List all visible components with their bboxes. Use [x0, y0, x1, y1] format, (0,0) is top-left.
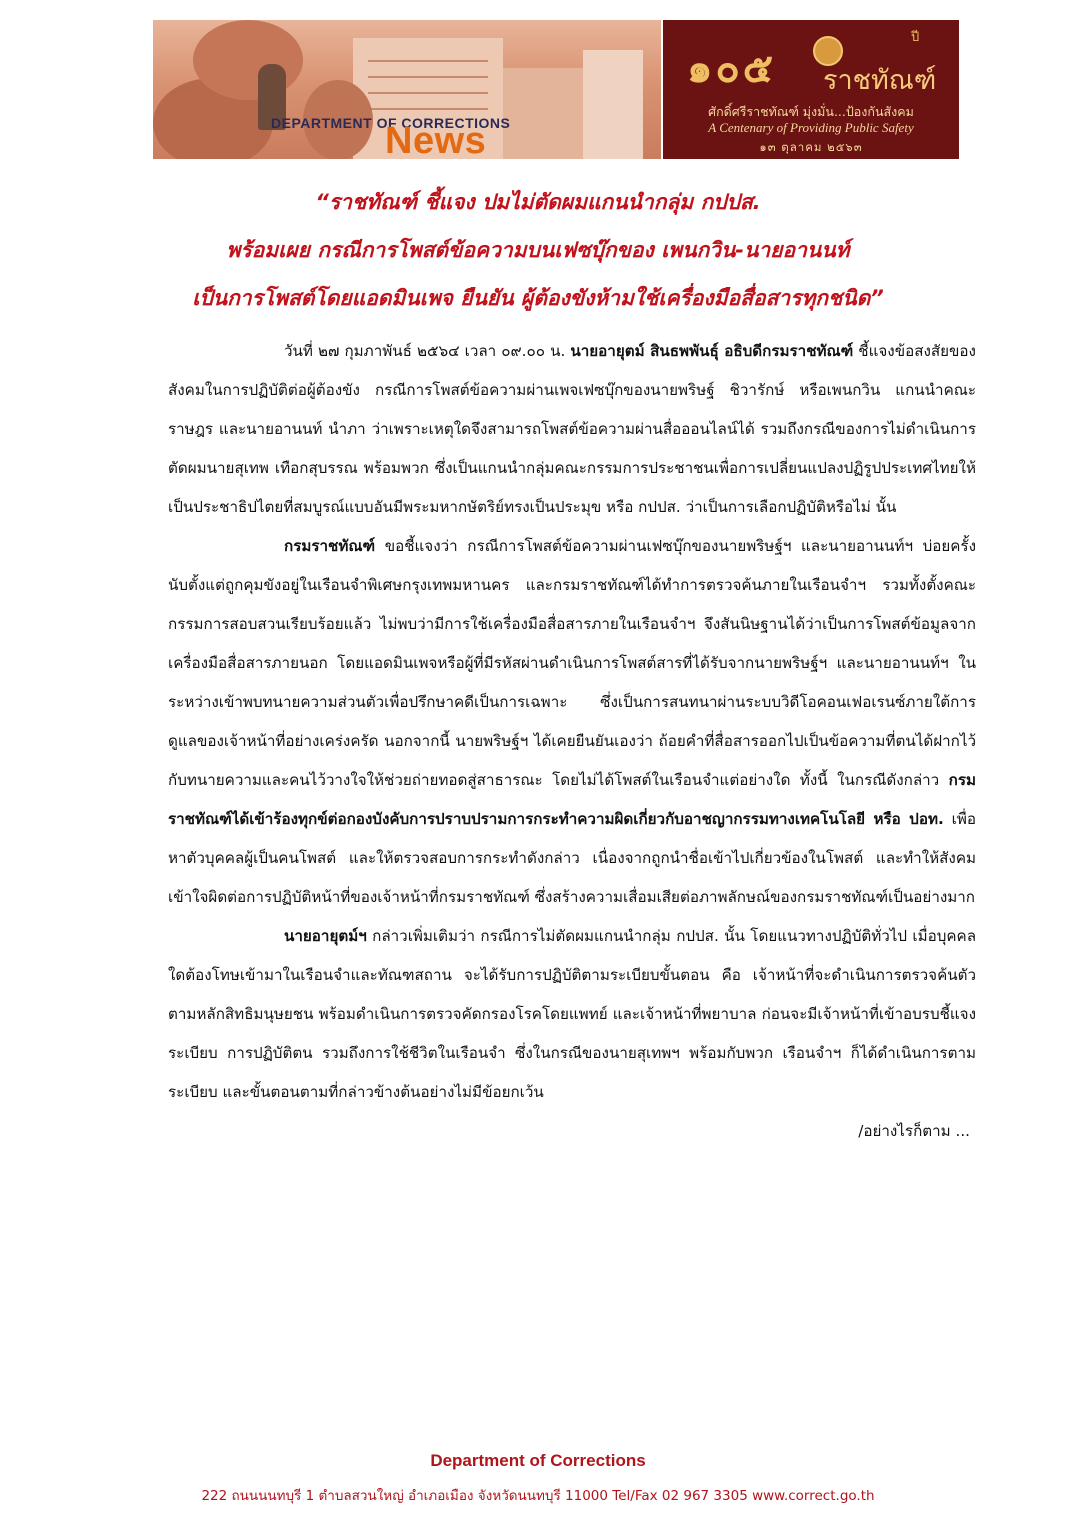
complaint-statement: กรมราชทัณฑ์ได้เข้าร้องทุกข์ต่อกองบังคับการปราบปรามการกระทำความผิดเกี่ยวกับอาชญากรรมทางเทคโนโลยี หรือ ปอท. — [168, 771, 976, 828]
banner-news-label: News — [385, 120, 487, 159]
paragraph-1: วันที่ ๒๗ กุมภาพันธ์ ๒๕๖๔ เวลา ๐๙.๐๐ น. นายอายุตม์ สินธพพันธุ์ อธิบดีกรมราชทัณฑ์ ชี้แจงข้อสงสัยของสังคมในการปฏิบัติต่อผู้ต้องขัง กรณีการโพสต์ข้อความผ่านเพจเฟซบุ๊กของนายพริษฐ์ ชิวารักษ์ หรือเพนกวิน แกนนำคณะราษฎร และนายอานนท์ นำภา ว่าเพราะเหตุใดจึงสามารถโพสต์ข้อความผ่านสื่อออนไลน์ได้ รวมถึงกรณีของการไม่ดำเนินการตัดผมนายสุเทพ เทือกสุบรรณ พร้อมพวก ซึ่งเป็นแกนนำกลุ่มคณะกรรมการประชาชนเพื่อการเปลี่ยนแปลงปฏิรูปประเทศไทยให้เป็นประชาธิปไตยที่สมบูรณ์แบบอันมีพระมหากษัตริย์ทรงเป็นประมุข หรือ กปปส. ว่าเป็นการเลือกปฏิบัติหรือไม่ นั้น — [168, 342, 976, 516]
director-name: นายอายุตม์ สินธพพันธุ์ อธิบดีกรมราชทัณฑ์ — [570, 342, 854, 360]
paragraph-2: กรมราชทัณฑ์ ขอชี้แจงว่า กรณีการโพสต์ข้อความผ่านเฟซบุ๊กของนายพริษฐ์ฯ และนายอานนท์ฯ บ่อยครั้ง นับตั้งแต่ถูกคุมขังอยู่ในเรือนจำพิเศษกรุงเทพมหานคร และกรมราชทัณฑ์ได้ทำการตรวจค้นภายในเรือนจำฯ รวมทั้งตั้งคณะกรรมการสอบสวนเรียบร้อยแล้ว ไม่พบว่ามีการใช้เครื่องมือสื่อสารภายในเรือนจำฯ จึงสันนิษฐานได้ว่าเป็นการโพสต์ข้อมูลจากเครื่องมือสื่อสารภายนอก โดยแอดมินเพจหรือผู้ที่มีรหัสผ่านดำเนินการโพสต์สารที่ได้รับจากนายพริษฐ์ฯ และนายอานนท์ฯ ในระหว่างเข้าพบทนายความส่วนตัวเพื่อปรึกษาคดีเป็นการเฉพาะ ซึ่งเป็นการสนทนาผ่านระบบวิดีโอคอนเฟอเรนซ์ภายใต้การดูแลของเจ้าหน้าที่อย่างเคร่งครัด นอกจากนี้ นายพริษฐ์ฯ ได้เคยยืนยันเองว่า ถ้อยคำที่สื่อสารออกไปเป็นข้อความที่ตนได้ฝากไว้กับทนายความและคนไว้วางใจให้ช่วยถ่ายทอดสู่สาธารณะ โดยไม่ได้โพสต์ในเรือนจำแต่อย่างใด ทั้งนี้ ในกรณีดังกล่าว กรมราชทัณฑ์ได้เข้าร้องทุกข์ต่อกองบังคับการปราบปรามการกระทำความผิดเกี่ยวกับอาชญากรรมทางเทคโนโลยี หรือ ปอท. เพื่อหาตัวบุคคลผู้เป็นคนโพสต์ และให้ตรวจสอบการกระทำดังกล่าว เนื่องจากถูกนำชื่อเข้าไปเกี่ยวข้องในโพสต์ และทำให้สังคมเข้าใจผิดต่อการปฏิบัติหน้าที่ของเจ้าหน้าที่กรมราชทัณฑ์ ซึ่งสร้างความเสื่อมเสียต่อภาพลักษณ์ของกรมราชทัณฑ์เป็นอย่างมาก — [168, 537, 977, 906]
director-short-name: นายอายุตม์ฯ — [284, 927, 367, 945]
anniversary-number: ๑๐๕ — [687, 45, 777, 92]
slogan-th: ศักดิ์ศรีราชทัณฑ์ มุ่งมั่น...ป้องกันสังคม — [708, 104, 914, 119]
headline-line-2: พร้อมเผย กรณีการโพสต์ข้อความบนเฟซบุ๊กของ เพนกวิน-นายอานนท์ — [226, 238, 850, 262]
footer-address: 222 ถนนนนทบุรี 1 ตำบลสวนใหญ่ อำเภอเมือง จังหวัดนนทบุรี 11000 Tel/Fax 02 967 3305 www.correct.go.th — [201, 1488, 875, 1504]
banner-photo — [153, 20, 661, 159]
department-name: กรมราชทัณฑ์ — [284, 537, 376, 555]
anniversary-suffix: ปี — [911, 30, 920, 45]
anniversary-title: ราชทัณฑ์ — [823, 65, 937, 96]
paragraph-3: นายอายุตม์ฯ กล่าวเพิ่มเติมว่า กรณีการไม่ตัดผมแกนนำกลุ่ม กปปส. นั้น โดยแนวทางปฏิบัติทั่วไป เมื่อบุคคลใดต้องโทษเข้ามาในเรือนจำและทัณฑสถาน จะได้รับการปฏิบัติตามระเบียบขั้นตอน คือ เจ้าหน้าที่จะดำเนินการตรวจค้นตัวตามหลักสิทธิมนุษยชน พร้อมดำเนินการตรวจคัดกรองโรคโดยแพทย์ และเจ้าหน้าที่พยาบาล ก่อนจะมีเจ้าหน้าที่เข้าอบรบชี้แจงระเบียบ การปฏิบัติตน รวมถึงการใช้ชีวิตในเรือนจำ ซึ่งในกรณีของนายสุเทพฯ พร้อมกับพวก เรือนจำฯ ก็ได้ดำเนินการตามระเบียบ และขั้นตอนตามที่กล่าวข้างต้นอย่างไม่มีข้อยกเว้น — [168, 927, 976, 1101]
slogan-en: A Centenary of Providing Public Safety — [708, 120, 914, 135]
continuation-marker: /อย่างไรก็ตาม ... — [858, 1122, 970, 1140]
header-banner — [153, 20, 959, 159]
footer-title: Department of Corrections — [430, 1451, 646, 1470]
banner-dept-label: DEPARTMENT OF CORRECTIONS — [271, 115, 511, 131]
article-body — [168, 332, 976, 1151]
anniversary-emblem — [663, 20, 959, 159]
anniversary-date: ๑๓ ตุลาคม ๒๕๖๓ — [759, 140, 863, 154]
headline-line-1: “ราชทัณฑ์ ชี้แจง ปมไม่ตัดผมแกนนำกลุ่ม กปปส. — [315, 190, 761, 214]
headline — [60, 178, 1016, 322]
headline-line-3: เป็นการโพสต์โดยแอดมินเพจ ยืนยัน ผู้ต้องขังห้ามใช้เครื่องมือสื่อสารทุกชนิด” — [192, 286, 884, 310]
